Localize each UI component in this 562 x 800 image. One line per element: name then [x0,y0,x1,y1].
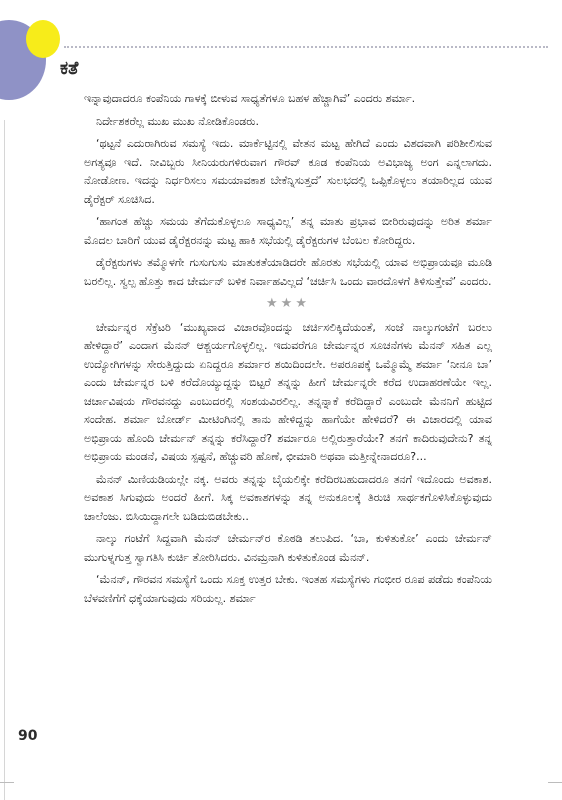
paragraph: ನಿರ್ದೇಶಕರೆಲ್ಲ ಮುಖ ಮುಖ ನೋಡಿಕೊಂಡರು. [96,114,260,128]
paragraph: ಡೈರೆಕ್ಟರುಗಳು ತಮ್ಮೊಳಗೇ ಗುಸುಗುಸು ಮಾತುಕತೆಯಾಡಿದರೇ ಹೊರತು ಸಭೆಯಲ್ಲಿ ಯಾವ ಅಭಿಪ್ರಾಯವೂ ಮೂಡಿ ಬರಲಿಲ್ಲ. ಸ್ವಲ್ಪ ಹೊತ್ತು ಕಾದ ಚೇರ್ಮನ್ ಬಳಿಕ ನಿರ್ವಾಹವಿಲ್ಲದೆ ‘ಚರ್ಚಿಸಿ ಒಂದು ವಾರದೊಳಗೆ ತಿಳಿಸುತ್ತೇವೆ’ ಎಂದರು. [84,256,492,288]
story-body [84,90,492,612]
crop-mark-left [0,782,14,783]
section-label: ಕತೆ [60,58,79,79]
crop-mark-right [548,782,562,783]
section-separator: ★★★ [266,296,310,311]
paragraph: ‘ಮೆನನ್, ಗೌರವನ ಸಮಸ್ಯೆಗೆ ಒಂದು ಸೂಕ್ತ ಉತ್ತರ ಬೇಕು. ಇಂತಹ ಸಮಸ್ಯೆಗಳು ಗಂಭೀರ ರೂಪ ಪಡೆದು ಕಂಪೆನಿಯ ಬೆಳವಣಿಗೆಗೆ ಧಕ್ಕೆಯಾಗುವುದು ಸರಿಯಲ್ಲ. ಶರ್ಮಾ [84,573,492,605]
page-number: 90 [18,728,38,744]
page-edge-line [4,120,5,800]
paragraph: ಚೇರ್ಮನ್ನರ ಸೆಕ್ರೆಟರಿ ‘ಮುಖ್ಯವಾದ ವಿಚಾರವೊಂದನ್ನು ಚರ್ಚಿಸಲಿಕ್ಕಿದೆಯಂತೆ, ಸಂಜೆ ನಾಲ್ಕುಗಂಟೆಗೆ ಬರಲು ಹೇಳಿದ್ದಾರೆ’ ಎಂದಾಗ ಮೆನನ್ ಆಶ್ಚರ್ಯಗೊಳ್ಳಲಿಲ್ಲ. ಇದುವರೆಗೂ ಚೇರ್ಮನ್ನರ ಸೂಚನೆಗಳು ಮೆನನ್ ಸಹಿತ ಎಲ್ಲ ಉದ್ಯೋಗಿಗಳನ್ನು ಸೇರುತ್ತಿದ್ದುದು ಏನಿದ್ದರೂ ಶರ್ಮಾರ ಶಯಿದಿಂದಲೇ. ಅಪರೂಪಕ್ಕೆ ಒಮ್ಮೊಮ್ಮೆ ಶರ್ಮಾ ‘ನೀನೂ ಬಾ’ ಎಂದು ಚೇರ್ಮನ್ನರ ಬಳಿ ಕರೆದೊಯ್ಯುದ್ದನ್ನು ಬಿಟ್ಟರೆ ತನ್ನನ್ನು ಹೀಗೆ ಚೇರ್ಮನ್ನರೇ ಕರೆದ ಉದಾಹರಣೆಯೇ ಇಲ್ಲ. ಚರ್ಚಾವಿಷಯ ಗೌರವನದ್ದು ಎಂಬುದರಲ್ಲಿ ಸಂಶಯವಿರಲಿಲ್ಲ. ತನ್ನನ್ನಾಕೆ ಕರೆದಿದ್ದಾರೆ ಎಂಬುದೇ ಮೆನನಿಗೆ ಹುಟ್ಟಿದ ಸಂದೇಹ. ಶರ್ಮಾ ಬೋರ್ಡ್ ಮೀಟಿಂಗಿನಲ್ಲಿ ತಾನು ಹೇಳಿದ್ದನ್ನು ಹಾಗೆಯೇ ಹೇಳಿದರೆ? ಈ ವಿಚಾರದಲ್ಲಿ ಯಾವ ಅಭಿಪ್ರಾಯ ಹೊಂದಿ ಚೇರ್ಮನ್ ತನ್ನನ್ನು ಕರೆಸಿದ್ದಾರೆ? ಶರ್ಮಾರೂ ಅಲ್ಲಿರುತ್ತಾರೆಯೇ? ತನಗೆ ಕಾದಿರುವುದೇನು? ತನ್ನ ಅಭಿಪ್ರಾಯ ಮಂಡನೆ, ವಿಷಯ ಸ್ಪಷ್ಟನೆ, ಹೆಚ್ಚುವರಿ ಹೊಣೆ, ಛೀಮಾರಿ ಅಥವಾ ಮತ್ತೀನ್ನೇನಾದರೂ?... [84,320,492,463]
paragraph: ‘ಹಾಗಂತ ಹೆಚ್ಚು ಸಮಯ ತೆಗೆದುಕೊಳ್ಳಲೂ ಸಾಧ್ಯವಿಲ್ಲ’ ತನ್ನ ಮಾತು ಪ್ರಭಾವ ಬೀರಿರುವುದನ್ನು ಅರಿತ ಶರ್ಮಾ ಮೊದಲ ಬಾರಿಗೆ ಯುವ ಡೈರೆಕ್ಟರನನ್ನು ಮಟ್ಟ ಹಾಕಿ ಸಭೆಯಲ್ಲಿ ಡೈರೆಕ್ಟರುಗಳ ಬೆಂಬಲ ಕೋರಿದ್ದರು. [84,215,492,247]
header-dotted-rule [64,46,548,48]
paragraph: ಇನ್ನಾವುದಾದರೂ ಕಂಪೆನಿಯ ಗಾಳಕ್ಕೆ ಬೀಳುವ ಸಾಧ್ಯತೆಗಳೂ ಬಹಳ ಹೆಚ್ಚಾಗಿವೆ’ ಎಂದರು ಶರ್ಮಾ. [84,92,416,105]
decorative-yellow-circle [26,20,60,58]
paragraph: ನಾಲ್ಕು ಗಂಟೆಗೆ ಸಿದ್ದವಾಗಿ ಮೆನನ್ ಚೇರ್ಮನ್‌ರ ಕೊಠಡಿ ತಲುಪಿದ. ‘ಬಾ, ಕುಳಿತುಕೋ’ ಎಂದು ಚೇರ್ಮನ್ ಮುಗುಳ್ನಗುತ್ತ ಸ್ವಾಗತಿಸಿ ಕುರ್ಚಿ ತೋರಿಸಿದರು. ವಿನಮ್ರನಾಗಿ ಕುಳಿತುಕೊಂಡ ಮೆನನ್. [84,532,492,564]
paragraph: ‘ಥಟ್ಟನೆ ಎದುರಾಗಿರುವ ಸಮಸ್ಯೆ ಇದು. ಮಾರ್ಕೆಟ್ಟಿನಲ್ಲಿ ವೇತನ ಮಟ್ಟ ಹೇಗಿದೆ ಎಂದು ವಿಶದವಾಗಿ ಪರಿಶೀಲಿಸುವ ಅಗತ್ಯವೂ ಇದೆ. ನೀವಿಬ್ಬರು ಸೀನಿಯರುಗಳಿರುವಾಗ ಗೌರವ್ ಕೂಡ ಕಂಪೆನಿಯ ಅವಿಭಾಜ್ಯ ಅಂಗ ಎನ್ನಲಾಗದು. ನೋಡೋಣ. ಇದನ್ನು ನಿರ್ಧರಿಸಲು ಸಮಯಾವಕಾಶ ಬೇಕೆನ್ನಿಸುತ್ತದೆ’ ಸುಲಭದಲ್ಲಿ ಒಪ್ಪಿಕೊಳ್ಳಲು ತಯಾರಿಲ್ಲದ ಯುವ ಡೈರೆಕ್ಟರ್ ಸೂಚಿಸಿದ. [84,137,492,206]
paragraph: ಮೆನನ್ ಮಿಣಿಯಡಿಯಲ್ಲೇ ನಕ್ಕ. ಅವರು ತನ್ನನ್ನು ಬೈಯಲಿಕ್ಕೇ ಕರೆದಿರಬಹುದಾದರೂ ತನಗೆ ಇದೊಂದು ಅವಕಾಶ. ಅವಕಾಶ ಸಿಗುವುದು ಅಂದರೆ ಹೀಗೆ. ಸಿಕ್ಕ ಅವಕಾಶಗಳನ್ನು ತನ್ನ ಅನುಕೂಲಕ್ಕೆ ತಿರುಚಿ ಸಾರ್ಥಕಗೊಳಿಸಿಕೊಳ್ಳುವುದು ಚಾಲೆಂಜು. ಬಿಸಿಯಿದ್ದಾಗಲೇ ಬಡಿದುಬಿಡಬೇಕು.. [84,472,492,523]
